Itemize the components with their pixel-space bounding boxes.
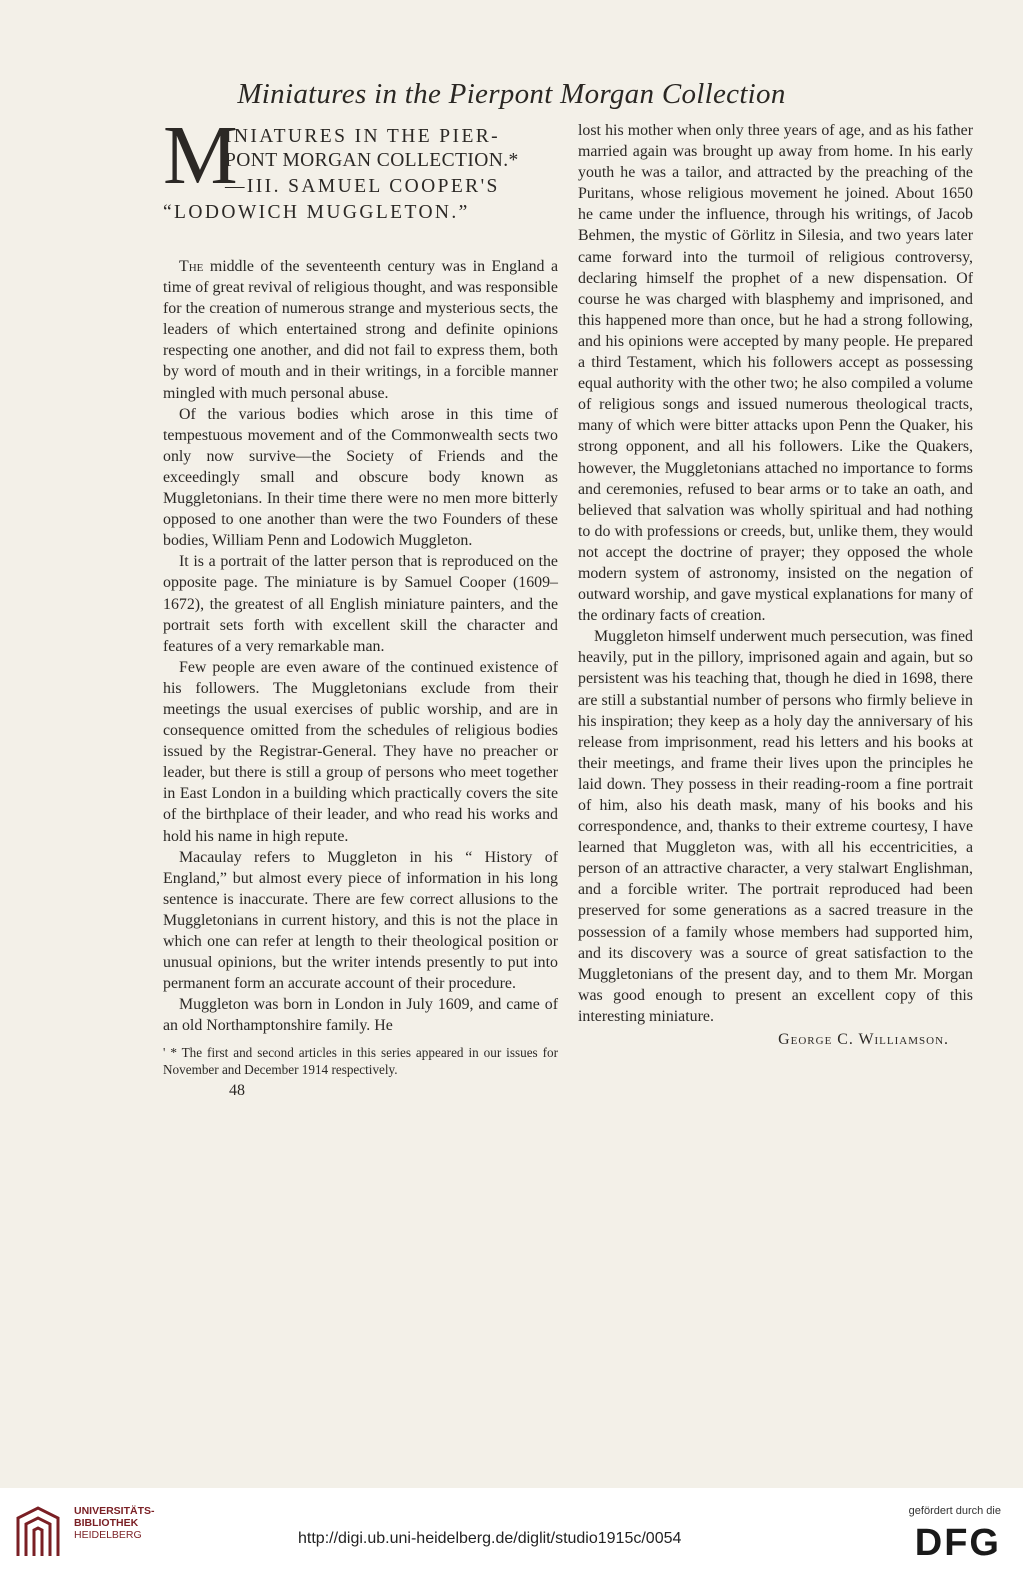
left-column <box>163 109 558 1102</box>
paragraph: It is a portrait of the latter person that is reproduced on the opposite page. The miniature is by Samuel Cooper (1609–1672), the greatest of all English miniature painters, and the portrait sets forth with excellent skill the character and features of a very remarkable man. <box>163 553 558 655</box>
heading-line-2: PONT MORGAN COLLECTION.* <box>225 150 519 171</box>
heading-line-1: INIATURES IN THE PIER- <box>225 126 501 147</box>
drop-cap: M <box>163 109 238 202</box>
library-name-line: UNIVERSITÄTS- <box>74 1505 155 1517</box>
funded-by-label: gefördert durch die <box>908 1505 1001 1517</box>
heading-line-3: —III. SAMUEL COOPER'S <box>225 176 500 197</box>
heading-line-4: “LODOWICH MUGGLETON.” <box>163 202 470 223</box>
paragraph: lost his mother when only three years of age, and as his father married again was brought up away from home. In his early youth he was a tailor, and attracted by the preaching of the Puritans, whose religious movement he joined. About 1650 he came under the influence, through his writings, of Jacob Behmen, the mystic of Görlitz in Silesia, and two years later came forward into the turmoil of religious controversy, declaring himself the prophet of a new dispensation. Of course he was charged with blasphemy and imprisoned, and this happened more than once, but he had a strong following, and his opinions were accepted by many people. He prepared a third Testament, which his followers accept as possessing equal authority with the other two; he also compiled a volume of religious songs and issued numerous theological tracts, many of which were bitter attacks upon Penn the Quaker, his strong opponent, and all his followers. Like the Quakers, however, the Muggletonians attached no importance to forms and ceremonies, refused to bear arms or to take an oath, and believed that salvation was wholly spiritual and had nothing to do with professions or creeds, but, unlike them, they would not accept the doctrine of prayer; they opposed the whole modern system of astronomy, insisted on the negation of outward worship, and gave mystical explanations for many of the ordinary facts of creation. <box>578 122 973 625</box>
paragraph: Of the various bodies which arose in this time of tempestuous movement and of the Commonwealth sects two only now survive—the Society of Friends and the exceedingly small and obscure body known as Muggletonians. In their time there were no men more bitterly opposed to one another than were the two Founders of these bodies, William Penn and Lodowich Muggleton. <box>163 405 558 550</box>
footnote: ' * The first and second articles in this series appeared in our issues for November and December 1914 respectively. <box>163 1045 558 1078</box>
dfg-logo: DFG <box>914 1522 1001 1564</box>
paragraph <box>163 256 558 404</box>
footer-bar <box>0 1488 1023 1575</box>
right-column <box>578 120 973 1050</box>
library-name <box>74 1505 155 1541</box>
paragraph: Macaulay refers to Muggleton in his “ History of England,” but almost every piece of information in his long sentence is inaccurate. There are few correct allusions to the Muggletonians in current history, and this is not the place in which one can refer at length to their theological position or unusual opinions, but the writer intends presently to put into permanent form an accurate account of their procedure. <box>163 848 558 993</box>
library-name-line: HEIDELBERG <box>74 1529 142 1541</box>
running-head: Miniatures in the Pierpont Morgan Collection <box>237 78 786 110</box>
article-heading <box>163 109 558 250</box>
library-logo-icon <box>10 1504 66 1560</box>
paragraph-text: middle of the seventeenth century was in England a time of great revival of religious thought, and was responsible for the creation of numerous strange and mysterious sects, the leaders of which entertained strong and definite opinions respecting one another, and did not fail to express them, both by word of mouth and in their writings, in a forcible manner mingled with much personal abuse. <box>163 258 558 402</box>
paragraph: Few people are even aware of the continued existence of his followers. The Muggletonians exclude from their meetings the usual exercises of public worship, and are in consequence omitted from the schedules of religious bodies issued by the Registrar-General. They have no preacher or leader, but there is still a group of persons who meet together in East London in a building which practically covers the site of the birthplace of their leader, and who read his works and hold his name in high repute. <box>163 658 558 845</box>
paragraph-lead: The <box>179 258 204 275</box>
permalink-url[interactable]: http://digi.ub.uni-heidelberg.de/diglit/studio1915c/0054 <box>298 1530 682 1547</box>
paragraph: Muggleton was born in London in July 1609, and came of an old Northamptonshire family. He <box>163 996 558 1035</box>
author-signature: George C. Williamson. <box>778 1031 949 1049</box>
page-number: 48 <box>229 1082 245 1100</box>
library-name-line: BIBLIOTHEK <box>74 1517 139 1529</box>
paragraph: Muggleton himself underwent much persecution, was fined heavily, put in the pillory, imprisoned again and again, but so persistent was his teaching that, though he died in 1698, there are still a substantial number of persons who firmly believe in his inspiration; they keep as a holy day the anniversary of his release from imprisonment, read his letters and his books at their meetings, and frame their lives upon the principles he laid down. They possess in their reading-room a fine portrait of him, also his death mask, many of his books and his correspondence, and, thanks to their extreme courtesy, I have learned that Muggleton was, with all his eccentricities, a person of an attractive character, a very stalwart Englishman, and a forcible writer. The portrait reproduced had been preserved for some generations as a sacred treasure in the possession of a family whose members had supported him, and its discovery was a source of great satisfaction to the Muggletonians of the present day, and to them Mr. Morgan was good enough to present an excellent copy of this interesting miniature. <box>578 628 973 1025</box>
